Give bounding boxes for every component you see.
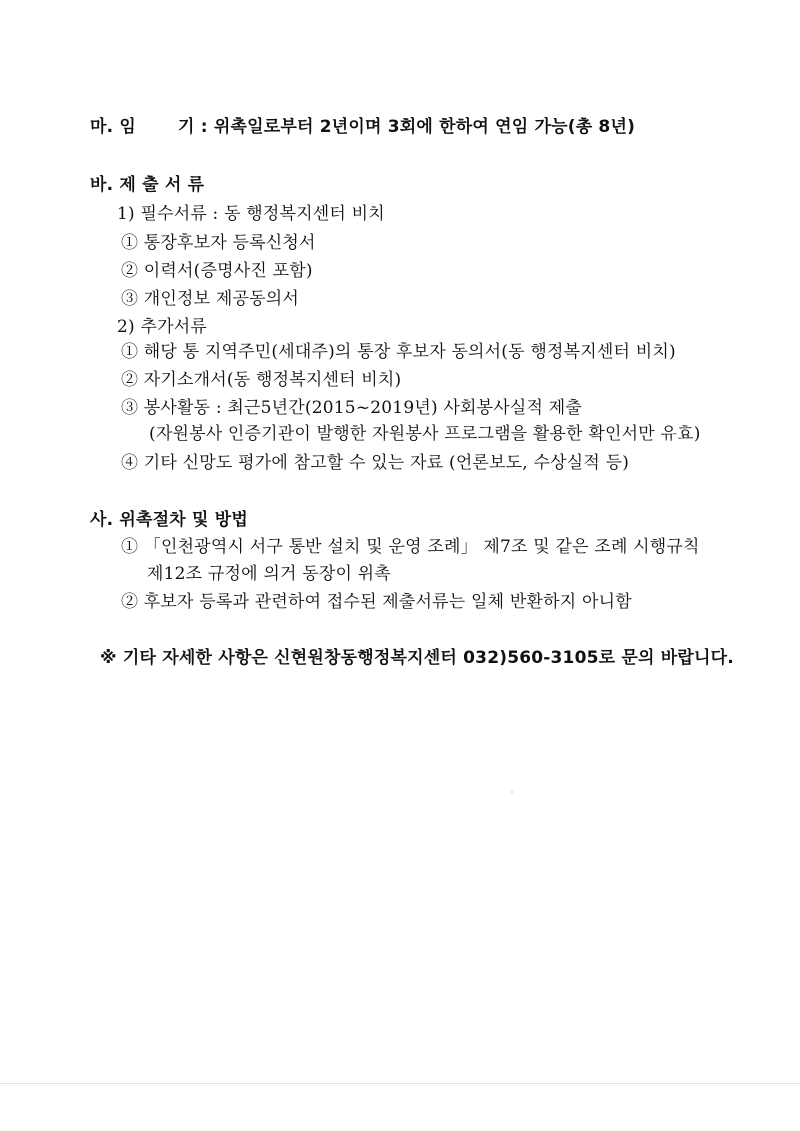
required-doc-item: ③ 개인정보 제공동의서 bbox=[121, 289, 300, 309]
scan-speck bbox=[511, 791, 513, 793]
term-label-end: 기 : bbox=[178, 117, 208, 137]
additional-doc-item: ④ 기타 신망도 평가에 참고할 수 있는 자료 (언론보도, 수상실적 등) bbox=[121, 453, 630, 473]
procedure-item-continuation: 제12조 규정에 의거 동장이 위촉 bbox=[147, 564, 391, 584]
required-docs-title: 1) 필수서류 : 동 행정복지센터 비치 bbox=[117, 204, 385, 224]
procedure-item: ① 「인천광역시 서구 통반 설치 및 운영 조례」 제7조 및 같은 조례 시행규칙 bbox=[121, 537, 700, 557]
additional-doc-item: ① 해당 통 지역주민(세대주)의 통장 후보자 동의서(동 행정복지센터 비치) bbox=[121, 342, 676, 362]
additional-doc-item: ③ 봉사활동 : 최근5년간(2015~2019년) 사회봉사실적 제출 bbox=[121, 398, 582, 418]
page-bottom-rule bbox=[0, 1083, 800, 1084]
required-doc-item: ② 이력서(증명사진 포함) bbox=[121, 261, 313, 281]
term-label-start: 마. 임 bbox=[90, 117, 137, 137]
additional-doc-item: ② 자기소개서(동 행정복지센터 비치) bbox=[121, 370, 402, 390]
contact-note: ※ 기타 자세한 사항은 신현원창동행정복지센터 032)560-3105로 문의 바랍니다. bbox=[100, 648, 734, 668]
documents-heading: 바. 제 출 서 류 bbox=[90, 175, 205, 195]
term-line bbox=[90, 116, 635, 138]
procedure-item: ② 후보자 등록과 관련하여 접수된 제출서류는 일체 반환하지 아니함 bbox=[121, 592, 632, 612]
procedure-heading: 사. 위촉절차 및 방법 bbox=[90, 510, 248, 530]
required-doc-item: ① 통장후보자 등록신청서 bbox=[121, 233, 316, 253]
term-text: 위촉일로부터 2년이며 3회에 한하여 연임 가능(총 8년) bbox=[213, 117, 636, 137]
additional-docs-title: 2) 추가서류 bbox=[117, 317, 207, 337]
additional-doc-item-note: (자원봉사 인증기관이 발행한 자원봉사 프로그램을 활용한 확인서만 유효) bbox=[149, 424, 701, 444]
